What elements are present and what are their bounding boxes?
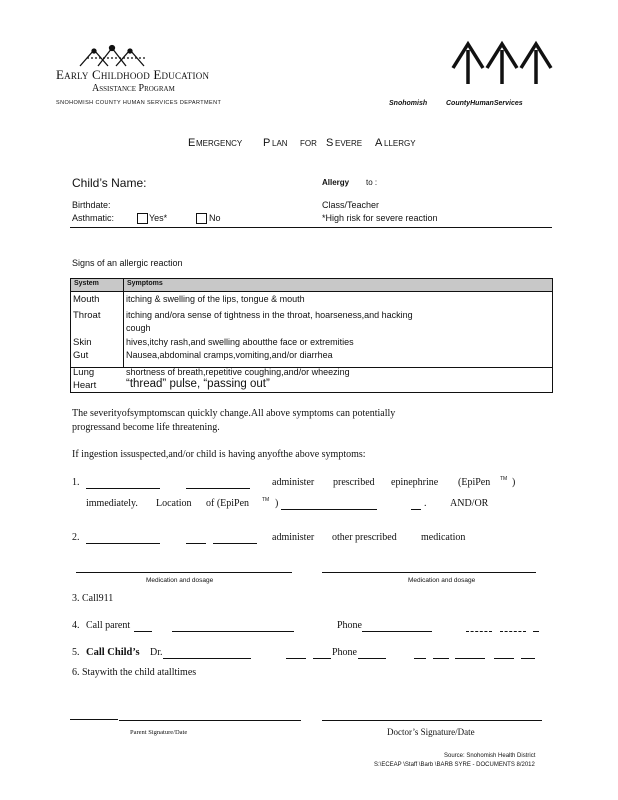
parent-signature-field[interactable]: [70, 719, 118, 720]
step6-stay-with-child: 6. Staywith the child atalltimes: [72, 667, 197, 678]
doctor-signature-field[interactable]: [322, 720, 542, 721]
trees-logo-graphic: [449, 38, 559, 90]
logo-title-line2: Assistance Program: [92, 83, 175, 94]
asthmatic-no-label: No: [209, 213, 221, 223]
step1-location-tm: TM: [262, 497, 270, 503]
table-row-symptoms: Nausea,abdominal cramps,vomiting,and/or diarrhea: [126, 350, 333, 360]
step5-call-childs: Call Child’s: [86, 647, 140, 658]
parent-name-blank-2[interactable]: [172, 631, 294, 632]
step4-call-parent: Call parent: [86, 620, 131, 631]
step1-number: 1.: [72, 477, 80, 488]
col-symptoms-header: Symptoms: [127, 280, 163, 287]
footer-path: S:\ECEAP \Staff \Barb \BARB SYRE - DOCUMENTS 8/2012: [374, 762, 535, 768]
high-risk-note: *High risk for severe reaction: [322, 213, 438, 223]
parent-phone-field-2[interactable]: [466, 631, 492, 632]
step1-period: .: [424, 498, 427, 509]
step1-blank-2[interactable]: [186, 488, 250, 489]
table-row-symptoms: cough: [126, 323, 151, 333]
step2-number: 2.: [72, 532, 80, 543]
signs-heading: Signs of an allergic reaction: [72, 258, 183, 268]
step1-and-or: AND/OR: [450, 498, 489, 509]
title-severe: EVERE: [335, 139, 363, 148]
title-letter-s: S: [326, 137, 334, 149]
dept-label: CountyHumanServices: [446, 100, 523, 107]
step1-location-paren: ): [275, 498, 279, 509]
county-label: Snohomish: [389, 100, 428, 107]
step1-epinephrine: epinephrine: [391, 477, 439, 488]
title-for: FOR: [300, 139, 317, 148]
step2-other-prescribed: other prescribed: [332, 532, 397, 543]
table-row-symptoms: itching & swelling of the lips, tongue & mouth: [126, 294, 305, 304]
title-letter-e: E: [188, 137, 196, 149]
step1-close-paren: ): [512, 477, 516, 488]
step5-number: 5.: [72, 647, 80, 658]
step2-administer: administer: [272, 532, 315, 543]
step1-administer: administer: [272, 477, 315, 488]
step1-immediately: immediately.: [86, 498, 138, 509]
severity-text-line1: The severityofsymptomscan quickly change.All above symptoms can potentially: [72, 408, 396, 419]
table-row-symptoms: shortness of breath,repetitive coughing,and/or wheezing: [126, 367, 350, 377]
table-row-symptoms: itching and/ora sense of tightness in the throat, hoarseness,and hacking: [126, 310, 413, 320]
step2-blank-2[interactable]: [186, 543, 206, 544]
eceap-logo-graphic: [72, 42, 162, 70]
table-row-system: Throat: [73, 310, 101, 321]
info-underline: [70, 227, 552, 228]
step1-tm: TM: [500, 476, 508, 482]
step2-medication: medication: [421, 532, 466, 543]
doctor-phone-field-5[interactable]: [494, 658, 514, 659]
step5-phone-label: Phone: [332, 647, 357, 658]
doctor-phone-field-6[interactable]: [521, 658, 535, 659]
logo-title-line1: Early Childhood Education: [56, 67, 210, 82]
epipen-location-blank-2[interactable]: [411, 509, 421, 510]
medication-dosage-caption-2: Medication and dosage: [408, 577, 476, 584]
medication-dosage-field-2[interactable]: [322, 572, 536, 573]
allergy-to-label: to :: [366, 178, 378, 187]
step1-prescribed: prescribed: [333, 477, 375, 488]
ingestion-text: If ingestion issuspected,and/or child is having anyofthe above symptoms:: [72, 449, 366, 460]
asthmatic-no-checkbox[interactable]: [196, 213, 207, 224]
medication-dosage-caption-1: Medication and dosage: [146, 577, 214, 584]
epipen-location-blank[interactable]: [281, 509, 377, 510]
step3-call-911: 3. Call911: [72, 593, 114, 604]
parent-signature-caption: Parent Signature/Date: [130, 729, 188, 736]
step4-number: 4.: [72, 620, 80, 631]
footer-source: Source: Snohomish Health District: [444, 753, 536, 759]
doctor-phone-field-3[interactable]: [433, 658, 449, 659]
parent-name-blank-1[interactable]: [134, 631, 152, 632]
parent-signature-field-2[interactable]: [119, 720, 301, 721]
allergy-label: Allergy: [322, 178, 350, 187]
table-row-system: Gut: [73, 350, 89, 361]
table-row-system: Lung: [73, 367, 95, 378]
title-letter-a: A: [375, 137, 383, 149]
parent-phone-field-4[interactable]: [533, 631, 539, 632]
step2-blank-1[interactable]: [86, 543, 160, 544]
step1-of-epipen: of (EpiPen: [206, 498, 250, 509]
header-divider: [71, 291, 552, 292]
doctor-name-field[interactable]: [163, 658, 251, 659]
table-row-symptoms: “thread” pulse, “passing out”: [126, 378, 270, 390]
title-plan: LAN: [272, 139, 288, 148]
step5-dr-label: Dr.: [150, 647, 163, 658]
class-teacher-label: Class/Teacher: [322, 200, 380, 210]
title-letter-p: P: [263, 137, 271, 149]
step4-phone-label: Phone: [337, 620, 362, 631]
table-row-symptoms: hives,itchy rash,and swelling aboutthe face or extremities: [126, 337, 354, 347]
symptoms-table: [70, 278, 553, 393]
doctor-signature-caption: Doctor’s Signature/Date: [387, 727, 475, 737]
asthmatic-yes-label: Yes*: [149, 213, 168, 223]
child-name-label: Child’s Name:: [72, 176, 147, 190]
step1-blank-1[interactable]: [86, 488, 160, 489]
doctor-phone-field-4[interactable]: [455, 658, 485, 659]
doctor-phone-field[interactable]: [358, 658, 386, 659]
doctor-name-field-2[interactable]: [286, 658, 306, 659]
table-row-system: Skin: [73, 337, 92, 348]
severity-text-line2: progressand become life threatening.: [72, 422, 220, 433]
logo-title-line3: SNOHOMISH COUNTY HUMAN SERVICES DEPARTMENT: [56, 100, 222, 106]
doctor-phone-field-2[interactable]: [414, 658, 426, 659]
asthmatic-label: Asthmatic:: [72, 213, 115, 223]
parent-phone-field[interactable]: [362, 631, 432, 632]
step1-location: Location: [156, 498, 192, 509]
doctor-name-field-3[interactable]: [313, 658, 331, 659]
title-allergy: LLERGY: [384, 139, 416, 148]
column-divider: [123, 279, 124, 367]
col-system-header: System: [74, 280, 99, 287]
step2-blank-3[interactable]: [213, 543, 257, 544]
table-row-system: Mouth: [73, 294, 100, 305]
title-emergency: MERGENCY: [196, 139, 243, 148]
parent-phone-field-3[interactable]: [500, 631, 526, 632]
birthdate-label: Birthdate:: [72, 200, 111, 210]
step1-epipen: (EpiPen: [458, 477, 491, 488]
table-row-system: Heart: [73, 380, 97, 391]
asthmatic-yes-checkbox[interactable]: [137, 213, 148, 224]
medication-dosage-field-1[interactable]: [76, 572, 292, 573]
